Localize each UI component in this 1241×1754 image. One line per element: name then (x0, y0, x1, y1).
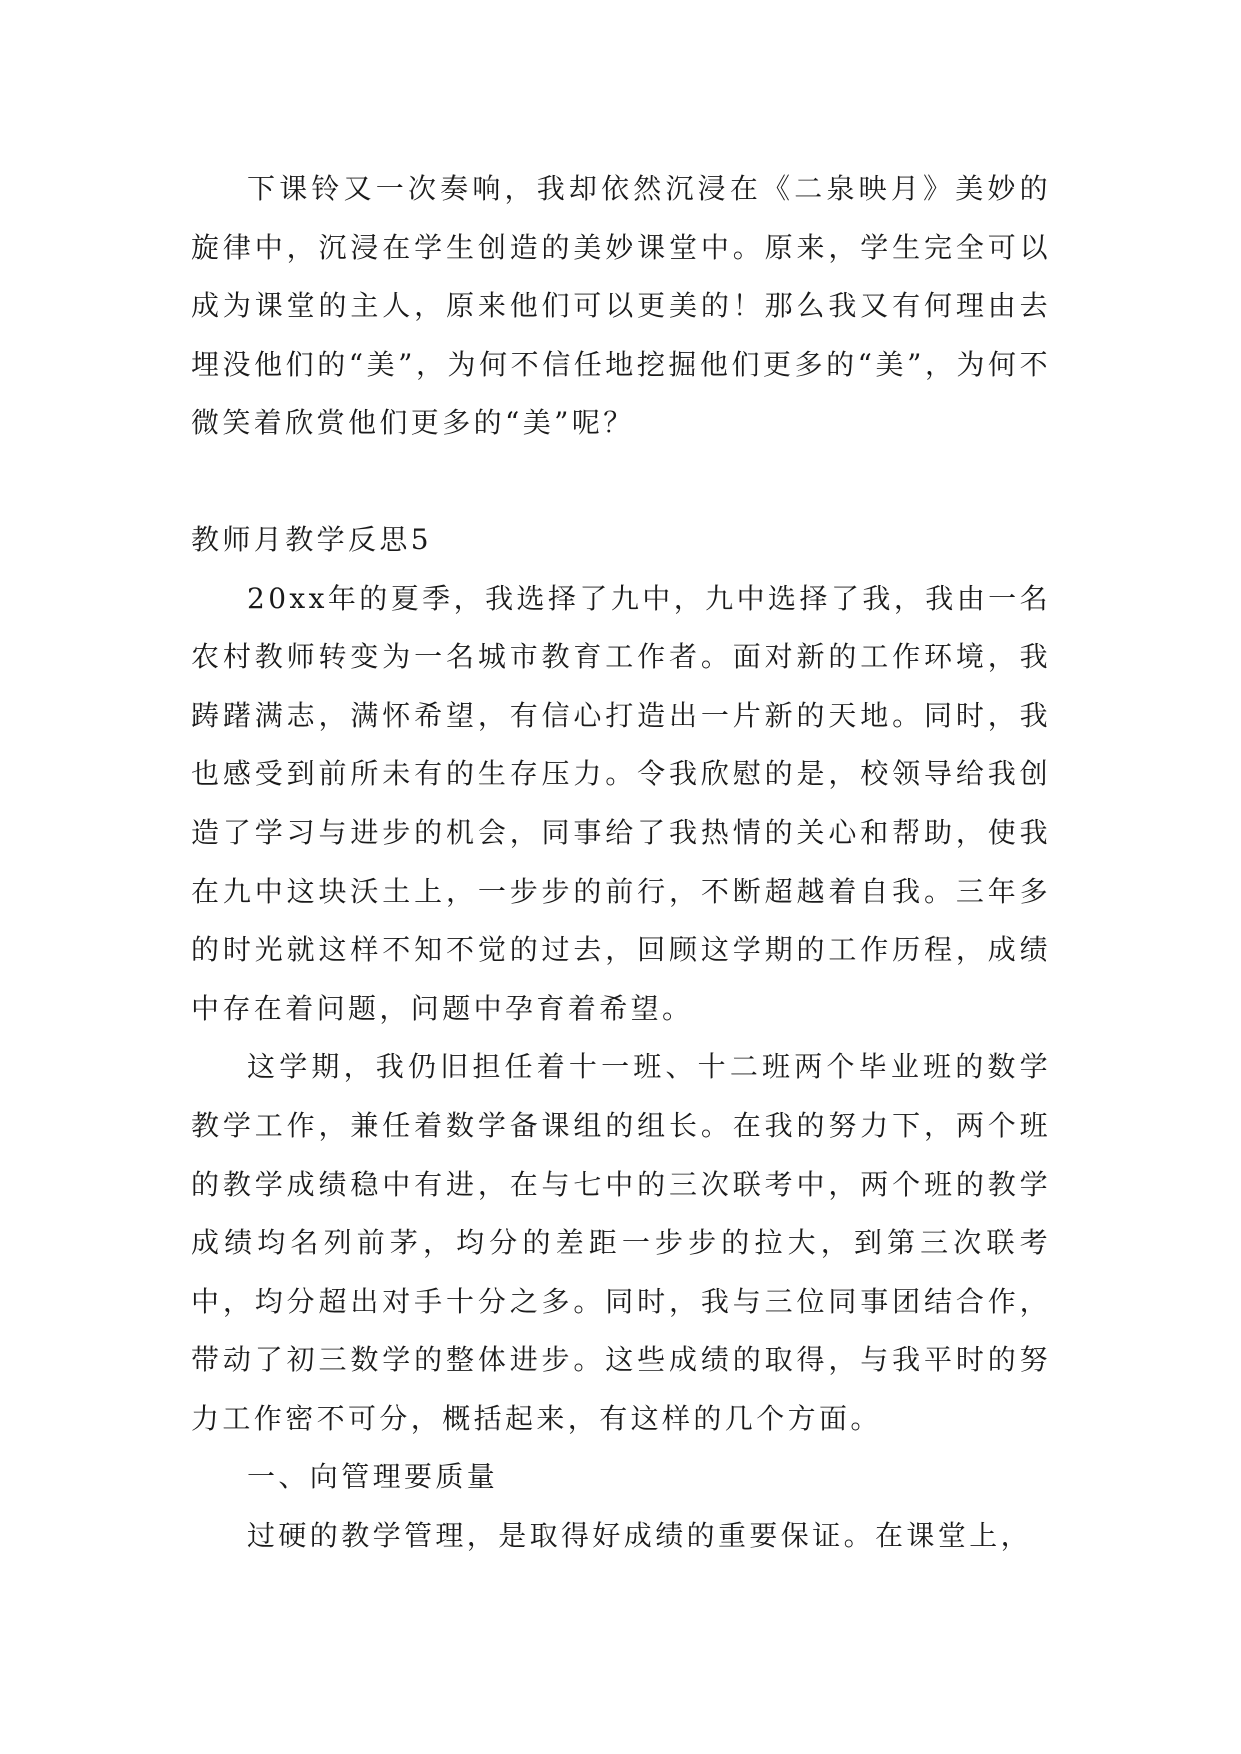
document-body (191, 160, 1051, 1566)
subheading-management: 一、向管理要质量 (247, 1460, 499, 1494)
intro-paragraph: 下课铃又一次奏响，我却依然沉浸在《二泉映月》美妙的旋律中，沉浸在学生创造的美妙课堂中。原来，学生完全可以成为课堂的主人，原来他们可以更美的！那么我又有何理由去埋没他们的“美”，为何不信任地挖掘他们更多的“美”，为何不微笑着欣赏他们更多的“美”呢？ (191, 172, 1051, 440)
section-title: 教师月教学反思5 (191, 522, 433, 556)
body-paragraph-1: 20xx年的夏季，我选择了九中，九中选择了我，我由一名农村教师转变为一名城市教育工作者。面对新的工作环境，我踌躇满志，满怀希望，有信心打造出一片新的天地。同时，我也感受到前所未有的生存压力。令我欣慰的是，校领导给我创造了学习与进步的机会，同事给了我热情的关心和帮助，使我在九中这块沃土上，一步步的前行，不断超越着自我。三年多的时光就这样不知不觉的过去，回顾这学期的工作历程，成绩中存在着问题，问题中孕育着希望。 (191, 581, 1051, 1025)
section-spacer (191, 453, 1051, 511)
body-paragraph-2: 这学期，我仍旧担任着十一班、十二班两个毕业班的数学教学工作，兼任着数学备课组的组长。在我的努力下，两个班的教学成绩稳中有进，在与七中的三次联考中，两个班的教学成绩均名列前茅，均分的差距一步步的拉大，到第三次联考中，均分超出对手十分之多。同时，我与三位同事团结合作，带动了初三数学的整体进步。这些成绩的取得，与我平时的努力工作密不可分，概括起来，有这样的几个方面。 (191, 1050, 1051, 1435)
body-paragraph-3: 过硬的教学管理，是取得好成绩的重要保证。在课堂上， (247, 1519, 1033, 1553)
